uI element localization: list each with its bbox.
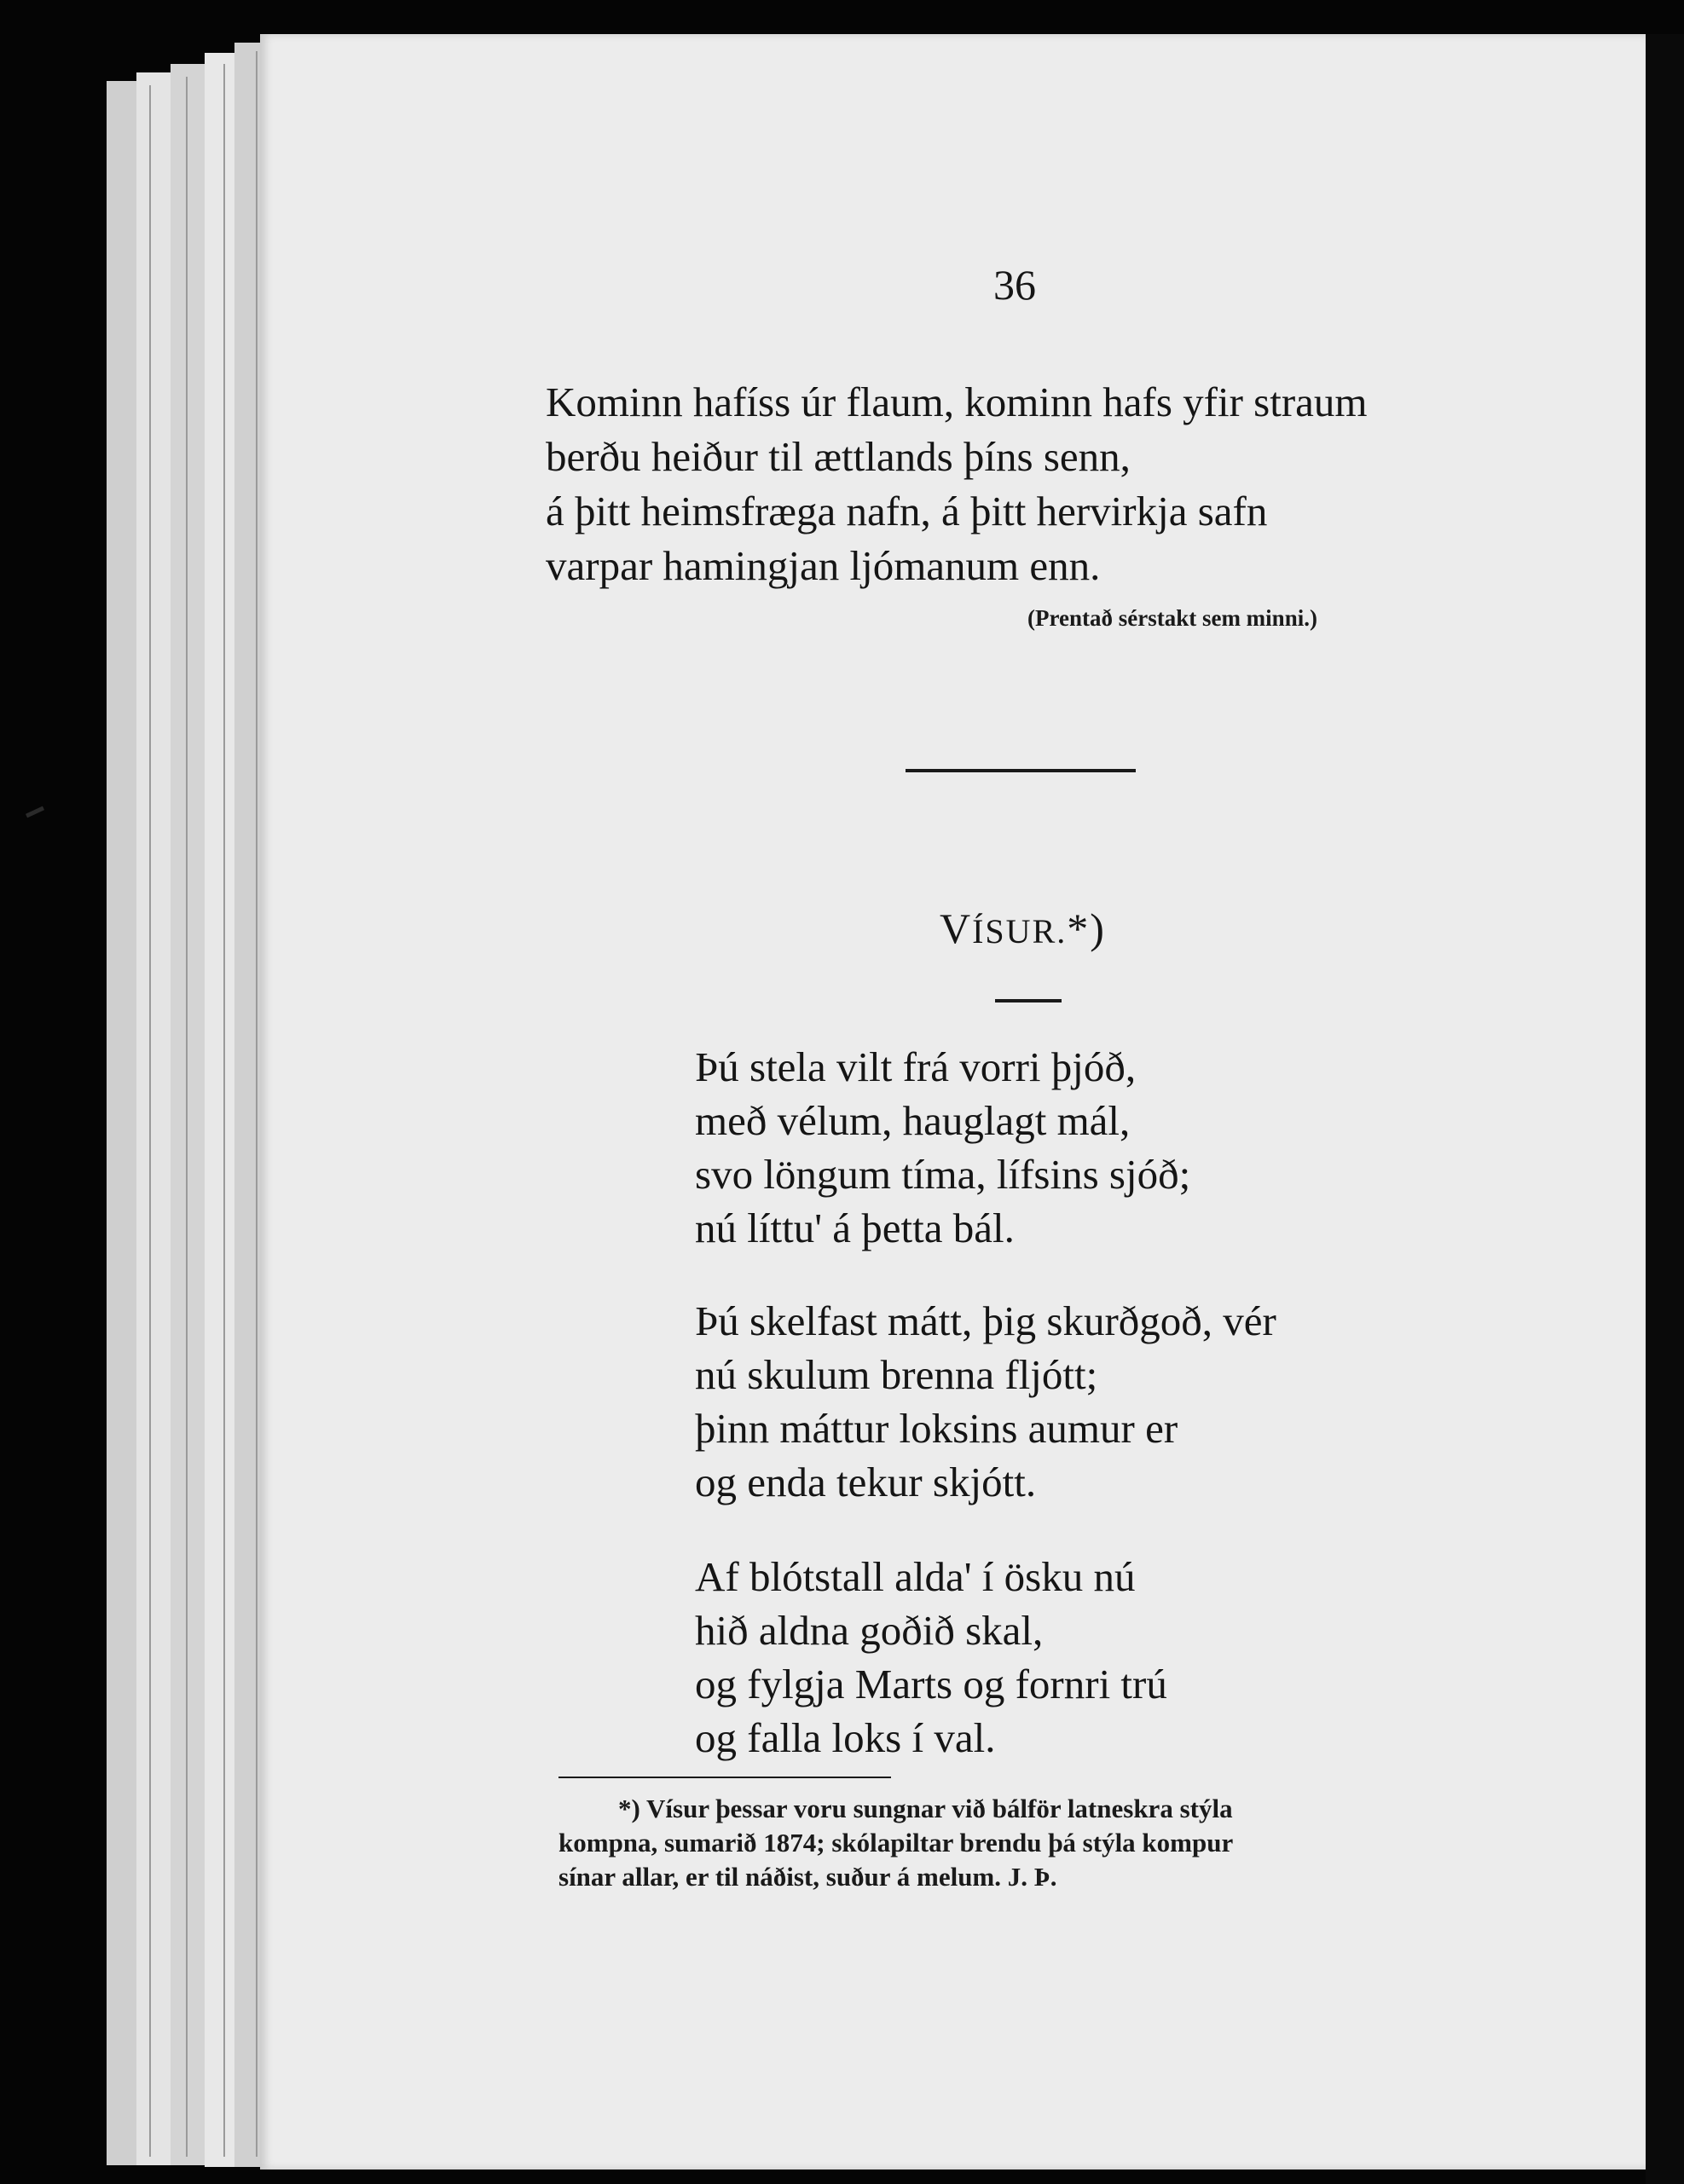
page-shadow xyxy=(1646,34,1684,2184)
page-number: 36 xyxy=(993,261,1036,309)
verse-line: með vélum, hauglagt mál, xyxy=(695,1097,1131,1144)
footnote-line: *) Vísur þessar voru sungnar við bálför latneskra stýla xyxy=(618,1794,1233,1823)
scan-speck xyxy=(26,806,44,818)
verse-line: Kominn hafíss úr flaum, kominn hafs yfir straum xyxy=(546,378,1368,425)
section-divider xyxy=(906,769,1136,772)
stanza xyxy=(695,1294,1276,1509)
verse-line: hið aldna goðið skal, xyxy=(695,1607,1044,1654)
verse-line: Af blótstall alda' í ösku nú xyxy=(695,1553,1136,1600)
page-edge-line xyxy=(149,85,151,2157)
verse-line: Þú stela vilt frá vorri þjóð, xyxy=(695,1043,1137,1090)
footnote-mark: *) xyxy=(1067,904,1106,952)
verse-line: nú líttu' á þetta bál. xyxy=(695,1205,1015,1251)
stanza xyxy=(695,1040,1190,1255)
verse-line: svo löngum tíma, lífsins sjóð; xyxy=(695,1151,1191,1198)
verse-line: Þú skelfast mátt, þig skurðgoð, vér xyxy=(695,1297,1276,1344)
top-stanza xyxy=(546,375,1368,593)
verse-line: berðu heiður til ættlands þíns senn, xyxy=(546,433,1131,480)
verse-line: þinn máttur loksins aumur er xyxy=(695,1405,1178,1452)
verse-line: og falla loks í val. xyxy=(695,1714,996,1761)
title-initial: V xyxy=(940,904,973,952)
verse-line: og fylgja Marts og fornri trú xyxy=(695,1661,1167,1707)
poem-title xyxy=(940,904,1106,953)
footnote xyxy=(558,1792,1684,1894)
page-edge-line xyxy=(256,51,258,2157)
verse-line: nú skulum brenna fljótt; xyxy=(695,1351,1098,1398)
source-note: (Prentað sérstakt sem minni.) xyxy=(1027,605,1317,631)
stanza xyxy=(695,1550,1167,1765)
verse-line: og enda tekur skjótt. xyxy=(695,1459,1037,1505)
title-rest: ÍSUR. xyxy=(972,912,1068,950)
footnote-divider xyxy=(558,1777,891,1778)
verse-line: varpar hamingjan ljómanum enn. xyxy=(546,542,1101,589)
title-underline xyxy=(995,999,1062,1002)
page-edge-line xyxy=(186,77,188,2157)
footnote-line: sínar allar, er til náðist, suður á melum. J. Þ. xyxy=(558,1862,1057,1892)
page-edge-line xyxy=(223,64,225,2157)
verse-line: á þitt heimsfræga nafn, á þitt hervirkja safn xyxy=(546,488,1268,534)
page-sheet xyxy=(260,34,1646,2170)
footnote-line: kompna, sumarið 1874; skólapiltar brendu þá stýla kompur xyxy=(558,1828,1234,1858)
